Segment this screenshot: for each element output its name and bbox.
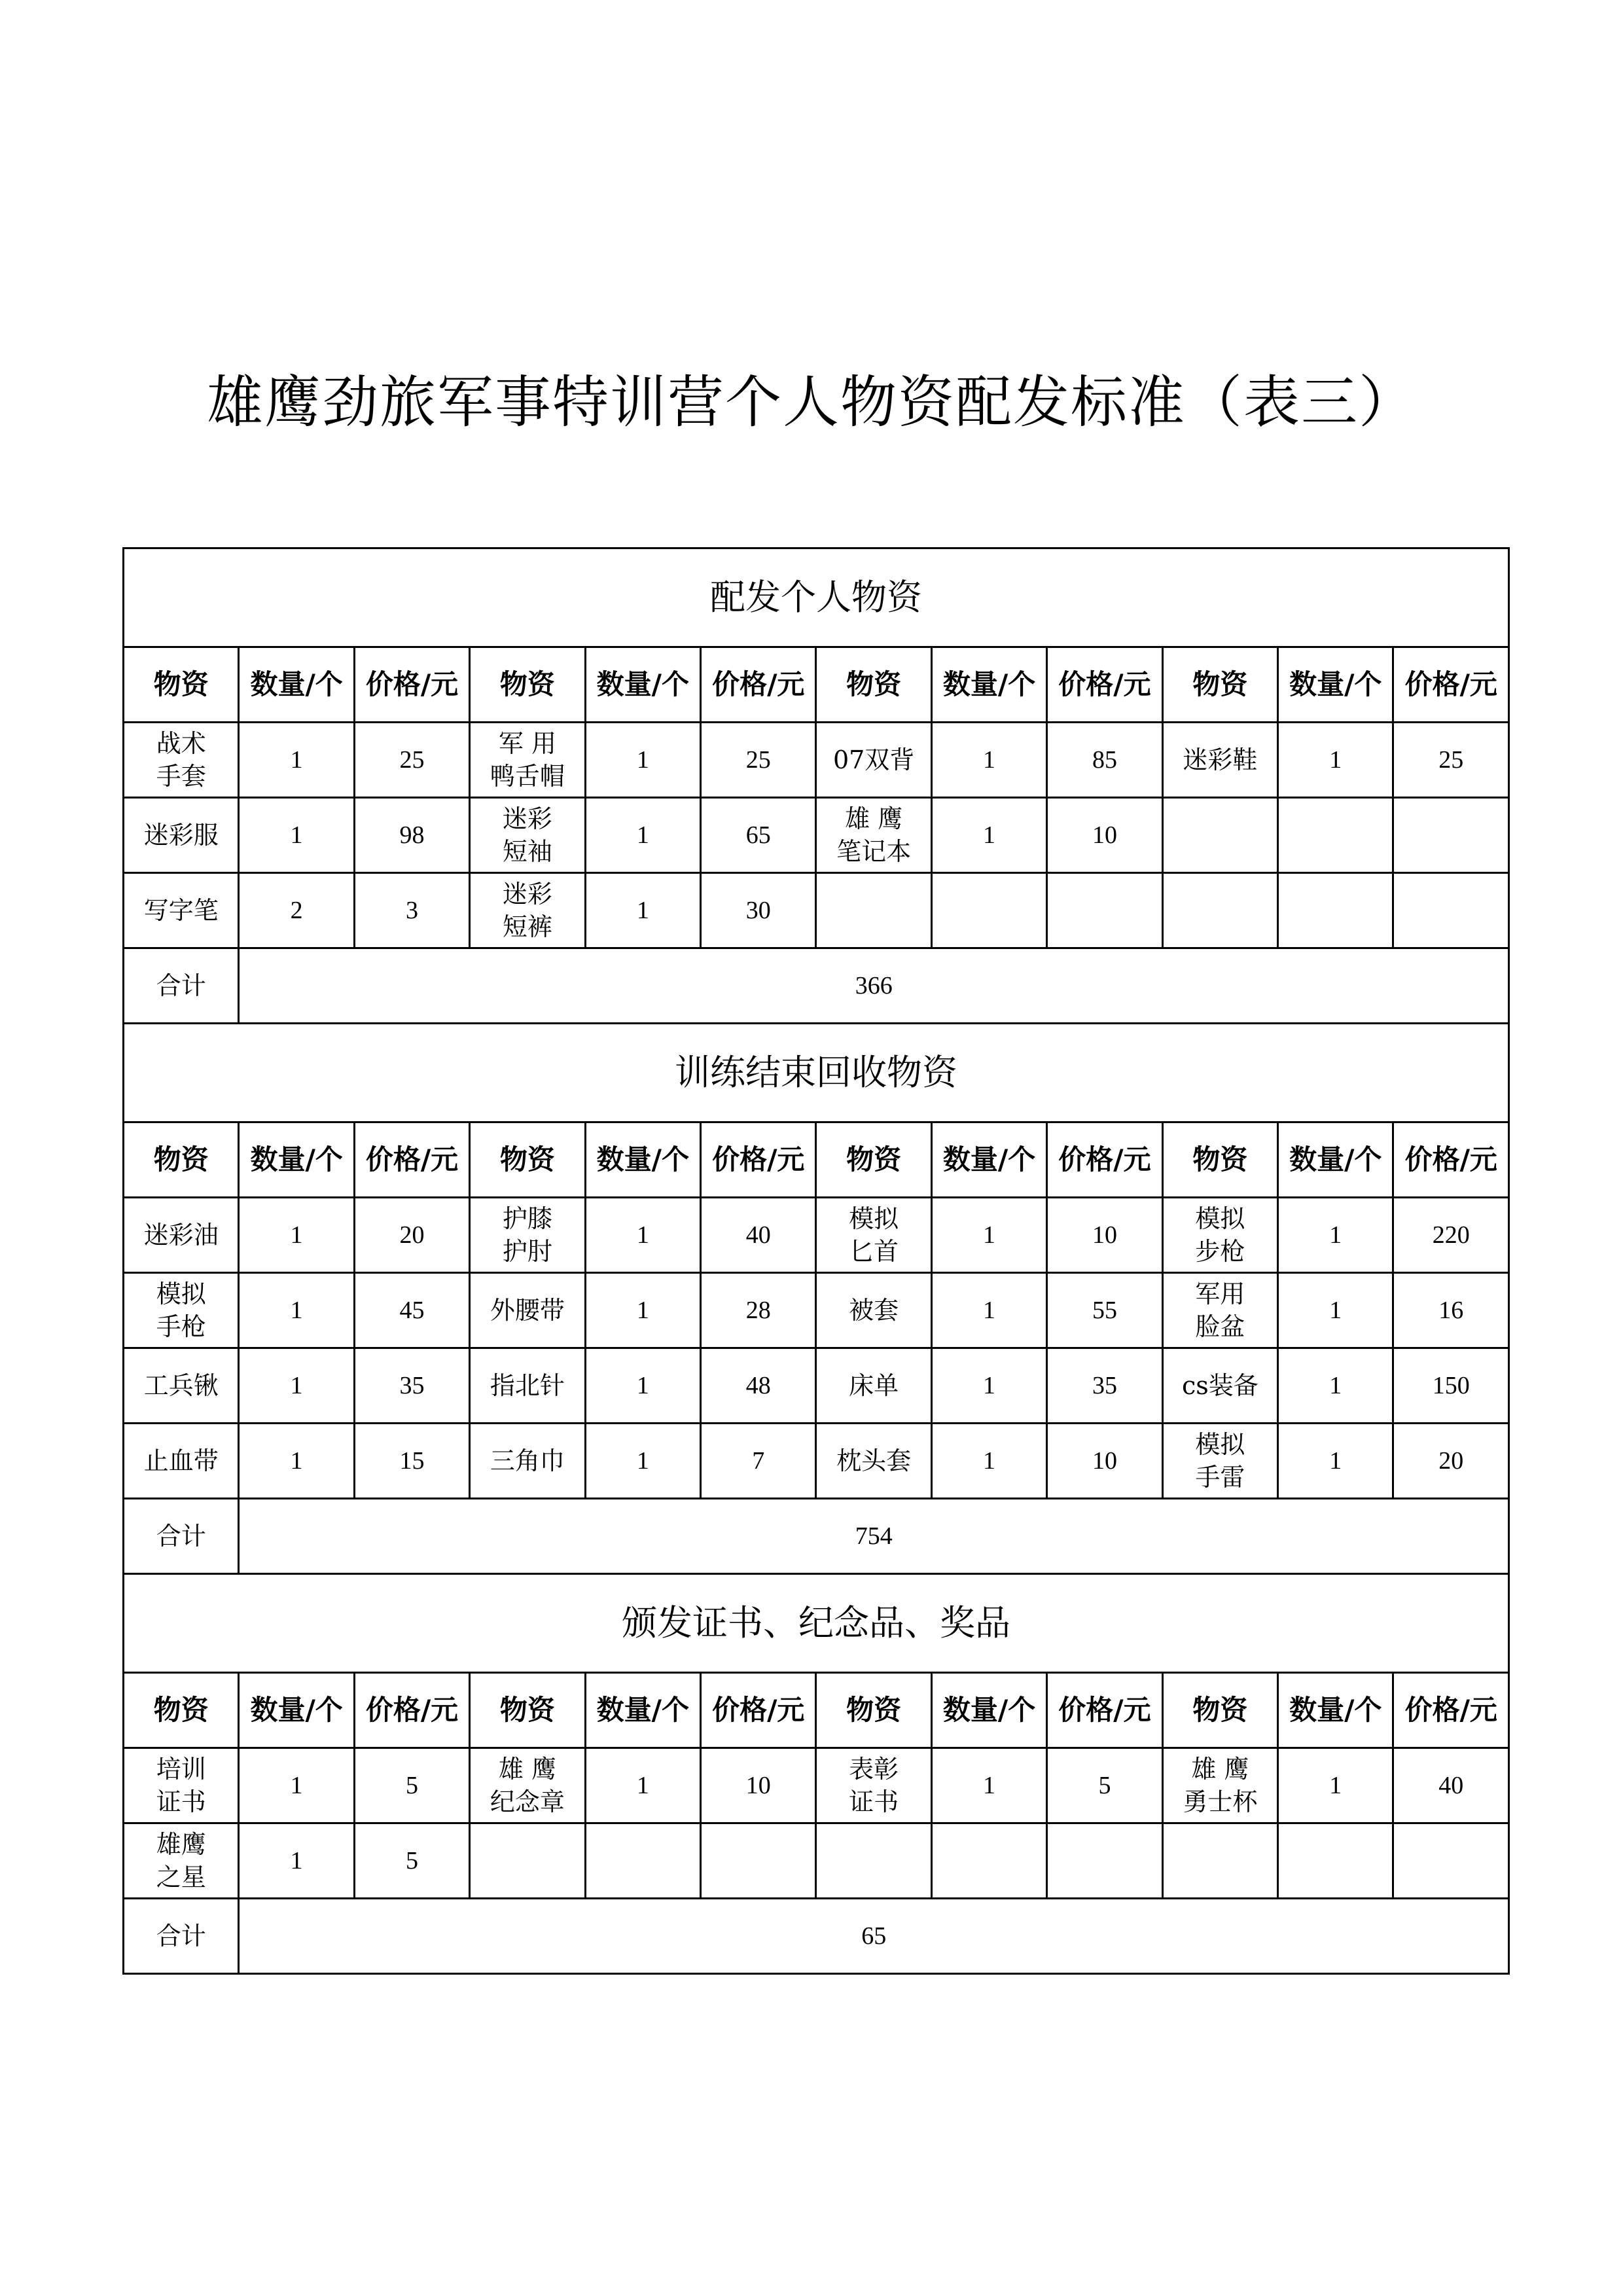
price-cell: 30 — [701, 873, 816, 948]
price-cell: 45 — [354, 1273, 469, 1348]
section-heading: 配发个人物资 — [124, 548, 1509, 647]
column-header: 数量/个 — [239, 647, 354, 723]
column-header: 价格/元 — [701, 1673, 816, 1748]
price-cell: 5 — [1047, 1748, 1162, 1823]
quantity-cell: 1 — [931, 1198, 1046, 1273]
supply-standard-table — [122, 547, 1510, 1975]
item-name-cell: 枕头套 — [816, 1424, 931, 1499]
item-name-cell: 模拟 步枪 — [1162, 1198, 1277, 1273]
quantity-cell — [931, 1823, 1046, 1899]
column-header: 数量/个 — [585, 1122, 700, 1198]
item-name-cell: 三角巾 — [470, 1424, 585, 1499]
price-cell: 15 — [354, 1424, 469, 1499]
column-header: 数量/个 — [1278, 1673, 1393, 1748]
price-cell: 10 — [701, 1748, 816, 1823]
column-header: 价格/元 — [354, 647, 469, 723]
quantity-cell: 1 — [931, 1348, 1046, 1424]
price-cell: 28 — [701, 1273, 816, 1348]
column-header: 数量/个 — [585, 1673, 700, 1748]
table-row — [124, 723, 1509, 798]
column-header: 物资 — [816, 1673, 931, 1748]
column-header: 数量/个 — [931, 1673, 1046, 1748]
column-header: 物资 — [470, 647, 585, 723]
item-name-cell: 写字笔 — [124, 873, 239, 948]
price-cell: 35 — [1047, 1348, 1162, 1424]
quantity-cell: 1 — [931, 1273, 1046, 1348]
quantity-cell: 1 — [1278, 1424, 1393, 1499]
price-cell: 10 — [1047, 798, 1162, 873]
price-cell: 20 — [1393, 1424, 1509, 1499]
section-heading-row — [124, 1024, 1509, 1122]
column-header: 物资 — [470, 1673, 585, 1748]
quantity-cell: 1 — [931, 1748, 1046, 1823]
quantity-cell: 1 — [1278, 1273, 1393, 1348]
item-name-cell: 床单 — [816, 1348, 931, 1424]
item-name-cell: 迷彩 短裤 — [470, 873, 585, 948]
column-header: 价格/元 — [1047, 1122, 1162, 1198]
column-header: 价格/元 — [1393, 1673, 1509, 1748]
quantity-cell — [1278, 1823, 1393, 1899]
quantity-cell: 1 — [931, 798, 1046, 873]
column-header: 价格/元 — [1047, 1673, 1162, 1748]
section-heading-row — [124, 548, 1509, 647]
column-header: 数量/个 — [239, 1122, 354, 1198]
price-cell — [1047, 1823, 1162, 1899]
quantity-cell — [1278, 873, 1393, 948]
table-row — [124, 1424, 1509, 1499]
column-header: 价格/元 — [354, 1673, 469, 1748]
item-name-cell: 迷彩服 — [124, 798, 239, 873]
price-cell: 3 — [354, 873, 469, 948]
quantity-cell: 1 — [239, 1748, 354, 1823]
total-row — [124, 1899, 1509, 1974]
item-name-cell: 07双背 — [816, 723, 931, 798]
price-cell: 25 — [1393, 723, 1509, 798]
quantity-cell — [931, 873, 1046, 948]
total-row — [124, 1499, 1509, 1574]
price-cell: 10 — [1047, 1424, 1162, 1499]
item-name-cell: 被套 — [816, 1273, 931, 1348]
table-row — [124, 1348, 1509, 1424]
quantity-cell: 1 — [239, 1348, 354, 1424]
price-cell: 25 — [701, 723, 816, 798]
item-name-cell: 外腰带 — [470, 1273, 585, 1348]
column-header: 价格/元 — [354, 1122, 469, 1198]
column-header: 物资 — [816, 647, 931, 723]
item-name-cell: 军用 脸盆 — [1162, 1273, 1277, 1348]
price-cell: 10 — [1047, 1198, 1162, 1273]
price-cell: 40 — [701, 1198, 816, 1273]
table-row — [124, 1823, 1509, 1899]
quantity-cell: 1 — [585, 1748, 700, 1823]
item-name-cell — [470, 1823, 585, 1899]
quantity-cell: 1 — [931, 1424, 1046, 1499]
item-name-cell — [1162, 873, 1277, 948]
quantity-cell: 1 — [585, 873, 700, 948]
item-name-cell: 雄鹰 之星 — [124, 1823, 239, 1899]
price-cell: 40 — [1393, 1748, 1509, 1823]
column-header: 价格/元 — [1047, 647, 1162, 723]
quantity-cell: 1 — [239, 1198, 354, 1273]
table-row — [124, 1273, 1509, 1348]
page-title: 雄鹰劲旅军事特训营个人物资配发标准（表三） — [207, 370, 1416, 435]
section-heading: 训练结束回收物资 — [124, 1024, 1509, 1122]
table-row — [124, 873, 1509, 948]
price-cell — [1393, 1823, 1509, 1899]
column-header: 物资 — [816, 1122, 931, 1198]
quantity-cell: 1 — [585, 1424, 700, 1499]
quantity-cell: 1 — [239, 798, 354, 873]
table-row — [124, 798, 1509, 873]
quantity-cell: 1 — [1278, 1348, 1393, 1424]
column-header: 价格/元 — [701, 647, 816, 723]
item-name-cell: 模拟 手枪 — [124, 1273, 239, 1348]
total-value: 754 — [239, 1499, 1509, 1574]
column-header: 数量/个 — [1278, 1122, 1393, 1198]
column-header: 物资 — [124, 1673, 239, 1748]
quantity-cell: 1 — [585, 798, 700, 873]
item-name-cell: 雄 鹰 笔记本 — [816, 798, 931, 873]
quantity-cell — [585, 1823, 700, 1899]
item-name-cell: 雄 鹰 勇士杯 — [1162, 1748, 1277, 1823]
price-cell — [1393, 798, 1509, 873]
column-header: 物资 — [1162, 647, 1277, 723]
quantity-cell: 1 — [1278, 1198, 1393, 1273]
price-cell: 35 — [354, 1348, 469, 1424]
quantity-cell: 1 — [239, 723, 354, 798]
item-name-cell: 工兵锹 — [124, 1348, 239, 1424]
table-row — [124, 1748, 1509, 1823]
item-name-cell: 指北针 — [470, 1348, 585, 1424]
total-row — [124, 948, 1509, 1024]
item-name-cell: 模拟 手雷 — [1162, 1424, 1277, 1499]
section-heading: 颁发证书、纪念品、奖品 — [124, 1574, 1509, 1673]
quantity-cell: 1 — [239, 1273, 354, 1348]
column-header-row — [124, 647, 1509, 723]
column-header: 数量/个 — [585, 647, 700, 723]
column-header: 数量/个 — [1278, 647, 1393, 723]
column-header: 价格/元 — [1393, 647, 1509, 723]
price-cell — [1047, 873, 1162, 948]
quantity-cell: 1 — [585, 723, 700, 798]
section-heading-row — [124, 1574, 1509, 1673]
price-cell: 25 — [354, 723, 469, 798]
column-header: 数量/个 — [931, 647, 1046, 723]
item-name-cell: 培训 证书 — [124, 1748, 239, 1823]
item-name-cell: 止血带 — [124, 1424, 239, 1499]
price-cell: 16 — [1393, 1273, 1509, 1348]
quantity-cell: 1 — [239, 1424, 354, 1499]
quantity-cell: 1 — [931, 723, 1046, 798]
price-cell: 150 — [1393, 1348, 1509, 1424]
item-name-cell — [1162, 1823, 1277, 1899]
price-cell: 5 — [354, 1748, 469, 1823]
price-cell: 65 — [701, 798, 816, 873]
item-name-cell: 迷彩 短袖 — [470, 798, 585, 873]
column-header: 物资 — [1162, 1122, 1277, 1198]
column-header: 价格/元 — [1393, 1122, 1509, 1198]
item-name-cell: 军 用 鸭舌帽 — [470, 723, 585, 798]
price-cell: 7 — [701, 1424, 816, 1499]
total-value: 65 — [239, 1899, 1509, 1974]
price-cell — [1393, 873, 1509, 948]
item-name-cell — [816, 1823, 931, 1899]
column-header: 数量/个 — [239, 1673, 354, 1748]
column-header: 物资 — [1162, 1673, 1277, 1748]
price-cell — [701, 1823, 816, 1899]
total-label: 合计 — [124, 948, 239, 1024]
total-label: 合计 — [124, 1499, 239, 1574]
quantity-cell: 1 — [585, 1198, 700, 1273]
column-header-row — [124, 1122, 1509, 1198]
item-name-cell: 模拟 匕首 — [816, 1198, 931, 1273]
quantity-cell: 2 — [239, 873, 354, 948]
item-name-cell: cs装备 — [1162, 1348, 1277, 1424]
price-cell: 85 — [1047, 723, 1162, 798]
price-cell: 20 — [354, 1198, 469, 1273]
column-header: 物资 — [124, 1122, 239, 1198]
item-name-cell: 迷彩油 — [124, 1198, 239, 1273]
total-value: 366 — [239, 948, 1509, 1024]
price-cell: 98 — [354, 798, 469, 873]
quantity-cell: 1 — [1278, 1748, 1393, 1823]
quantity-cell: 1 — [239, 1823, 354, 1899]
quantity-cell: 1 — [1278, 723, 1393, 798]
table-row — [124, 1198, 1509, 1273]
item-name-cell — [1162, 798, 1277, 873]
column-header: 物资 — [124, 647, 239, 723]
column-header: 数量/个 — [931, 1122, 1046, 1198]
item-name-cell: 护膝 护肘 — [470, 1198, 585, 1273]
quantity-cell — [1278, 798, 1393, 873]
total-label: 合计 — [124, 1899, 239, 1974]
column-header: 价格/元 — [701, 1122, 816, 1198]
column-header: 物资 — [470, 1122, 585, 1198]
quantity-cell: 1 — [585, 1273, 700, 1348]
price-cell: 55 — [1047, 1273, 1162, 1348]
item-name-cell: 雄 鹰 纪念章 — [470, 1748, 585, 1823]
item-name-cell: 战术 手套 — [124, 723, 239, 798]
column-header-row — [124, 1673, 1509, 1748]
item-name-cell: 表彰 证书 — [816, 1748, 931, 1823]
item-name-cell: 迷彩鞋 — [1162, 723, 1277, 798]
price-cell: 220 — [1393, 1198, 1509, 1273]
price-cell: 5 — [354, 1823, 469, 1899]
quantity-cell: 1 — [585, 1348, 700, 1424]
price-cell: 48 — [701, 1348, 816, 1424]
item-name-cell — [816, 873, 931, 948]
